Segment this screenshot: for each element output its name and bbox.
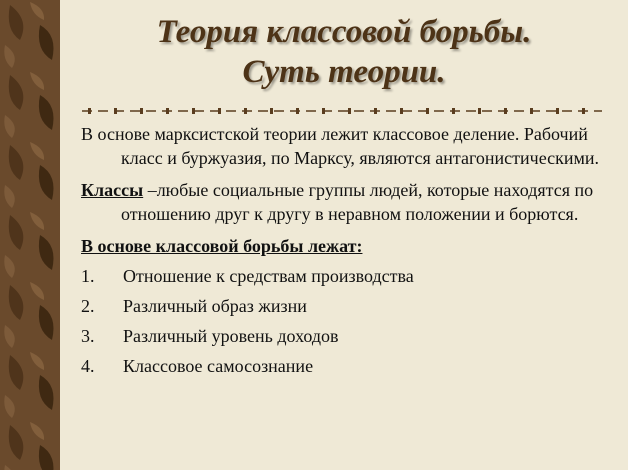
slide-title [60, 12, 628, 92]
title-line-1: Теория классовой борьбы. [156, 14, 532, 50]
decorative-divider [82, 106, 602, 116]
list-item [81, 324, 611, 348]
list-item-text: Различный образ жизни [123, 296, 307, 316]
list-item [81, 294, 611, 318]
list-heading: В основе классовой борьбы лежат: [81, 236, 363, 256]
list-item-number: 3. [81, 326, 95, 346]
list-item-number: 2. [81, 296, 95, 316]
title-line-2: Суть теории. [242, 54, 446, 90]
classes-term: Классы [81, 180, 144, 200]
list-item-number: 1. [81, 266, 95, 286]
factors-list [81, 264, 611, 378]
list-item-text: Различный уровень доходов [123, 326, 339, 346]
classes-definition-text: –любые социальные группы людей, которые находятся по отношению друг к другу в неравном положении и борются. [121, 180, 594, 224]
list-item-number: 4. [81, 356, 95, 376]
leaf-pattern-icon [0, 0, 60, 470]
list-item [81, 354, 611, 378]
paragraph-marxist-theory: В основе марксистской теории лежит классовое деление. Рабочий класс и буржуазия, по Марксу, являются антагонистическими. [81, 124, 600, 168]
list-item-text: Отношение к средствам производства [123, 266, 414, 286]
slide-content [81, 122, 611, 384]
list-item [81, 264, 611, 288]
list-item-text: Классовое самосознание [123, 356, 314, 376]
decorative-sidebar [0, 0, 60, 470]
paragraph-classes-definition [81, 178, 611, 226]
